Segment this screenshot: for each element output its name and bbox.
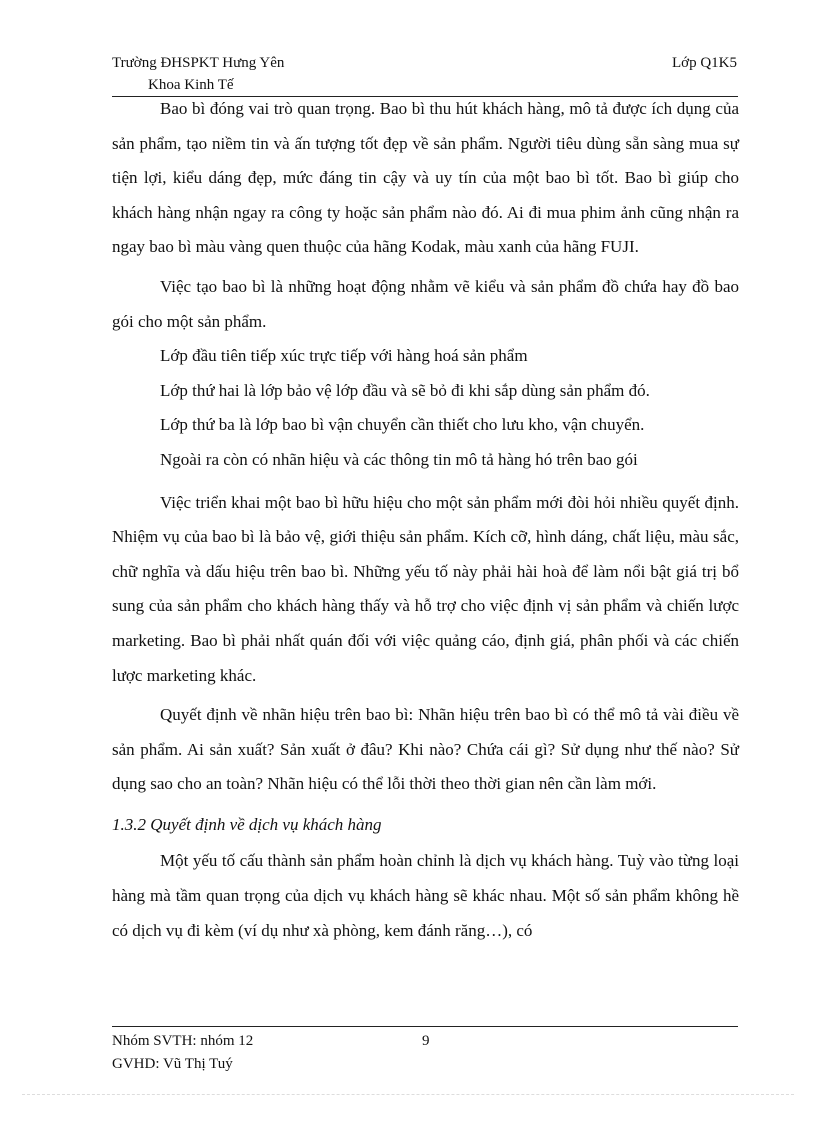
list-item-layer-1: Lớp đầu tiên tiếp xúc trực tiếp với hàng hoá sản phẩm xyxy=(160,346,528,366)
list-item-layer-3: Lớp thứ ba là lớp bao bì vận chuyển cần thiết cho lưu kho, vận chuyển. xyxy=(160,415,645,435)
footer-divider xyxy=(112,1026,738,1027)
page-number: 9 xyxy=(422,1033,430,1049)
footer-advisor: GVHD: Vũ Thị Tuý xyxy=(112,1056,233,1072)
paragraph-packaging-creation: Việc tạo bao bì là những hoạt động nhằm vẽ kiểu và sản phẩm đồ chứa hay đồ bao gói cho một sản phẩm. xyxy=(112,276,739,331)
paragraph-label-decision: Quyết định về nhãn hiệu trên bao bì: Nhãn hiệu trên bao bì có thể mô tả vài điều về sản phẩm. Ai sản xuất? Sản xuất ở đâu? Khi nào? Chứa cái gì? Sử dụng như thế nào? Sử dụng sao cho an toàn? Nhãn hiệu có thể lỗi thời theo thời gian nên cần làm mới. xyxy=(112,705,739,794)
document-body xyxy=(112,92,739,948)
paragraph-packaging-development: Việc triển khai một bao bì hữu hiệu cho một sản phẩm mới đòi hỏi nhiều quyết định. Nhiệm vụ của bao bì là bảo vệ, giới thiệu sản phẩm. Kích cỡ, hình dáng, chất liệu, màu sắc, chữ nghĩa và dấu hiệu trên bao bì. Những yếu tố này phải hài hoà để làm nổi bật giá trị bổ sung của sản phẩm cho khách hàng thấy và hỗ trợ cho việc định vị sản phẩm và chiến lược marketing. Bao bì phải nhất quán đối với việc quảng cáo, định giá, phân phối và các chiến lược marketing khác. xyxy=(112,492,739,685)
header-department: Khoa Kinh Tế xyxy=(148,77,234,93)
page-break-line xyxy=(22,1094,794,1095)
list-item-labels: Ngoài ra còn có nhãn hiệu và các thông tin mô tả hàng hó trên bao gói xyxy=(160,449,638,469)
list-item-layer-2: Lớp thứ hai là lớp bảo vệ lớp đầu và sẽ bỏ đi khi sắp dùng sản phẩm đó. xyxy=(160,380,650,400)
section-heading: 1.3.2 Quyết định về dịch vụ khách hàng xyxy=(112,814,382,834)
header-school: Trường ĐHSPKT Hưng Yên xyxy=(112,55,285,71)
paragraph-customer-service: Một yếu tố cấu thành sản phẩm hoàn chỉnh là dịch vụ khách hàng. Tuỳ vào từng loại hàng mà tầm quan trọng của dịch vụ khách hàng sẽ khác nhau. Một số sản phẩm không hề có dịch vụ đi kèm (ví dụ như xà phòng, kem đánh răng…), có xyxy=(112,851,739,940)
header-class: Lớp Q1K5 xyxy=(671,55,737,71)
footer-group: Nhóm SVTH: nhóm 12 xyxy=(112,1033,254,1049)
paragraph-packaging-role: Bao bì đóng vai trò quan trọng. Bao bì thu hút khách hàng, mô tả được ích dụng của sản phẩm, tạo niềm tin và ấn tượng tốt đẹp về sản phẩm. Người tiêu dùng sẵn sàng mua sự tiện lợi, kiểu dáng đẹp, mức đáng tin cậy và uy tín của một bao bì tốt. Bao bì giúp cho khách hàng nhận ngay ra công ty hoặc sản phẩm nào đó. Ai đi mua phim ảnh cũng nhận ra ngay bao bì màu vàng quen thuộc của hãng Kodak, màu xanh của hãng FUJI. xyxy=(112,99,739,257)
